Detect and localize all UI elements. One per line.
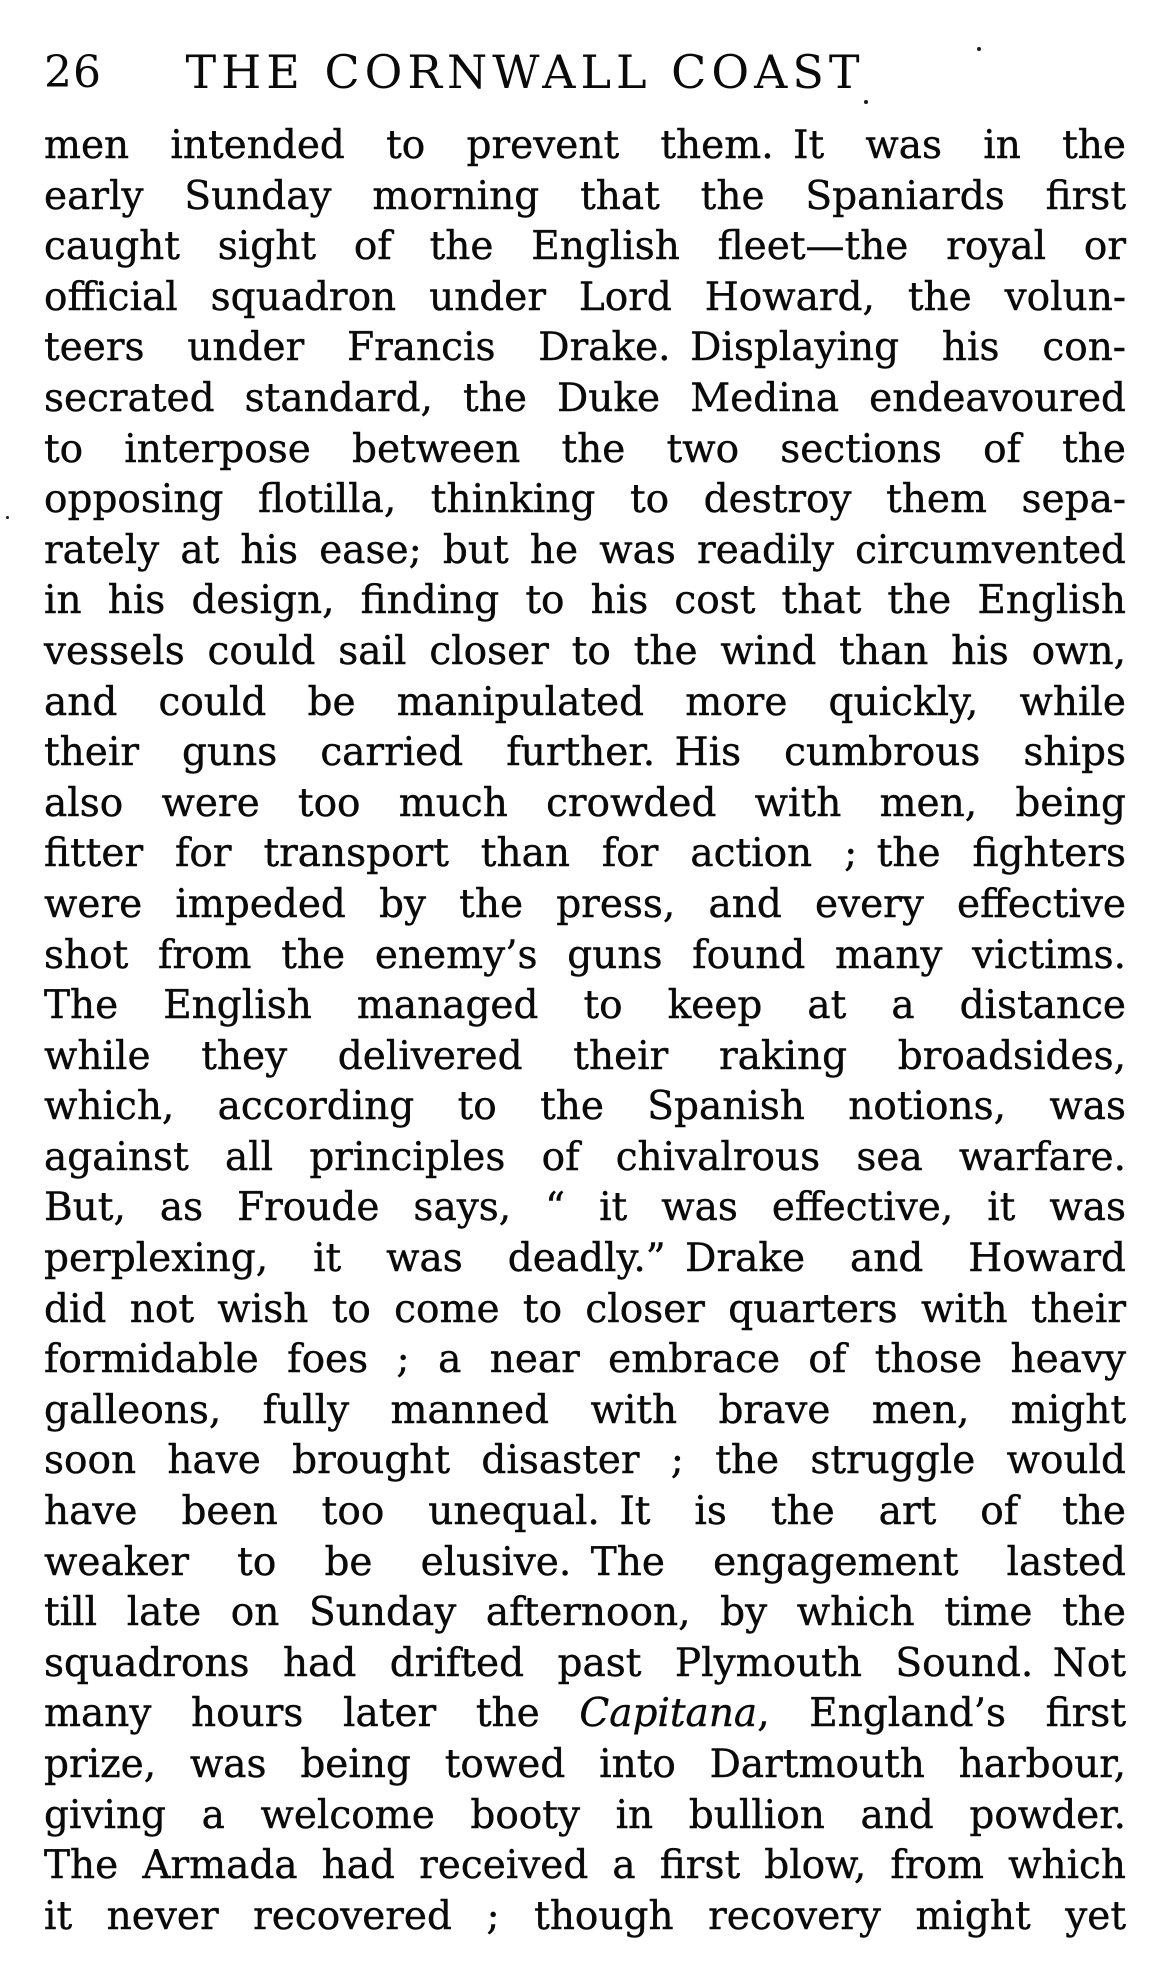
text-line bbox=[44, 1386, 1126, 1437]
text-segment: vessels could sail closer to the wind than his own, bbox=[44, 628, 1126, 674]
text-segment: and could be manipulated more quickly, while bbox=[44, 679, 1126, 725]
text-segment: But, as Froude says, “ it was effective, it was bbox=[44, 1185, 1126, 1231]
text-segment: soon have brought disaster ; the struggle would bbox=[44, 1438, 1126, 1484]
text-segment: while they delivered their raking broadsides, bbox=[44, 1033, 1126, 1079]
text-segment: were impeded by the press, and every effective bbox=[44, 881, 1126, 927]
text-line bbox=[44, 273, 1126, 324]
italic-ship-name: Capitana bbox=[579, 1691, 758, 1737]
text-line bbox=[44, 1032, 1126, 1083]
text-segment: opposing flotilla, thinking to destroy them sepa- bbox=[44, 477, 1126, 523]
text-line bbox=[44, 1285, 1126, 1336]
text-line bbox=[44, 1183, 1126, 1234]
text-segment: which, according to the Spanish notions, was bbox=[44, 1084, 1126, 1130]
text-segment: The Armada had received a first blow, from which bbox=[44, 1843, 1126, 1889]
text-segment: prize, was being towed into Dartmouth harbour, bbox=[44, 1742, 1126, 1787]
text-line bbox=[44, 222, 1126, 273]
text-line bbox=[44, 931, 1126, 982]
text-segment: till late on Sunday afternoon, by which time the bbox=[44, 1590, 1126, 1636]
text-line bbox=[44, 981, 1126, 1032]
page-number: 26 bbox=[44, 47, 102, 98]
text-segment: formidable foes ; a near embrace of those heavy bbox=[44, 1337, 1126, 1383]
text-line bbox=[44, 1740, 1126, 1791]
text-segment: it never recovered ; though recovery might yet bbox=[44, 1893, 1126, 1939]
text-line bbox=[44, 1841, 1126, 1892]
text-segment: rately at his ease; but he was readily circumvented bbox=[44, 527, 1126, 573]
text-line bbox=[44, 323, 1126, 374]
text-segment: fitter for transport than for action ; the fighters bbox=[44, 831, 1126, 877]
text-line bbox=[44, 425, 1126, 476]
text-segment: The English managed to keep at a distance bbox=[44, 983, 1126, 1029]
text-segment: perplexing, it was deadly.” Drake and Howard bbox=[44, 1236, 1126, 1282]
scan-artifact bbox=[977, 47, 981, 51]
text-line bbox=[44, 779, 1126, 830]
text-segment: shot from the enemy’s guns found many victims. bbox=[44, 932, 1126, 978]
text-segment: many hours later the bbox=[44, 1691, 580, 1737]
text-segment: also were too much crowded with men, being bbox=[44, 780, 1126, 826]
text-line bbox=[44, 1639, 1126, 1690]
text-line bbox=[44, 728, 1126, 779]
running-header bbox=[44, 45, 1122, 99]
text-segment: galleons, fully manned with brave men, might bbox=[44, 1387, 1126, 1433]
text-line bbox=[44, 374, 1126, 425]
text-segment: to interpose between the two sections of the bbox=[44, 426, 1126, 472]
scan-artifact bbox=[864, 100, 868, 104]
page-title: THE CORNWALL COAST bbox=[185, 45, 865, 99]
text-segment: secrated standard, the Duke Medina endeavoured bbox=[44, 375, 1126, 421]
text-segment: did not wish to come to closer quarters with their bbox=[44, 1286, 1126, 1332]
text-line bbox=[44, 678, 1126, 729]
text-line bbox=[44, 1892, 1126, 1943]
text-line bbox=[44, 172, 1126, 223]
text-segment: official squadron under Lord Howard, the volun- bbox=[44, 274, 1126, 320]
text-segment: their guns carried further. His cumbrous ships bbox=[44, 730, 1126, 776]
body-text bbox=[44, 121, 1126, 1942]
text-segment: squadrons had drifted past Plymouth Sound. Not bbox=[44, 1640, 1126, 1686]
text-segment: caught sight of the English fleet—the royal or bbox=[44, 224, 1126, 270]
text-segment: weaker to be elusive. The engagement lasted bbox=[44, 1539, 1126, 1585]
text-segment: giving a welcome booty in bullion and powder. bbox=[44, 1792, 1126, 1838]
text-segment: , England’s first bbox=[757, 1691, 1126, 1737]
text-line bbox=[44, 1133, 1126, 1184]
text-line bbox=[44, 1082, 1126, 1133]
scan-artifact bbox=[6, 516, 9, 519]
text-line bbox=[44, 121, 1126, 172]
text-segment: in his design, finding to his cost that the English bbox=[44, 578, 1126, 624]
text-line bbox=[44, 1335, 1126, 1386]
text-line bbox=[44, 1234, 1126, 1285]
text-segment: men intended to prevent them. It was in the bbox=[44, 123, 1126, 168]
text-line bbox=[44, 475, 1126, 526]
text-segment: early Sunday morning that the Spaniards first bbox=[44, 173, 1126, 219]
text-line bbox=[44, 880, 1126, 931]
text-segment: against all principles of chivalrous sea warfare. bbox=[44, 1134, 1126, 1180]
text-line bbox=[44, 1436, 1126, 1487]
text-line bbox=[44, 576, 1126, 627]
text-line bbox=[44, 1689, 1126, 1740]
text-segment: teers under Francis Drake. Displaying his con- bbox=[44, 325, 1126, 371]
text-line bbox=[44, 1791, 1126, 1842]
text-line bbox=[44, 1538, 1126, 1589]
text-line bbox=[44, 627, 1126, 678]
text-line bbox=[44, 526, 1126, 577]
text-line bbox=[44, 829, 1126, 880]
text-line bbox=[44, 1588, 1126, 1639]
text-line bbox=[44, 1487, 1126, 1538]
text-segment: have been too unequal. It is the art of the bbox=[44, 1489, 1126, 1535]
